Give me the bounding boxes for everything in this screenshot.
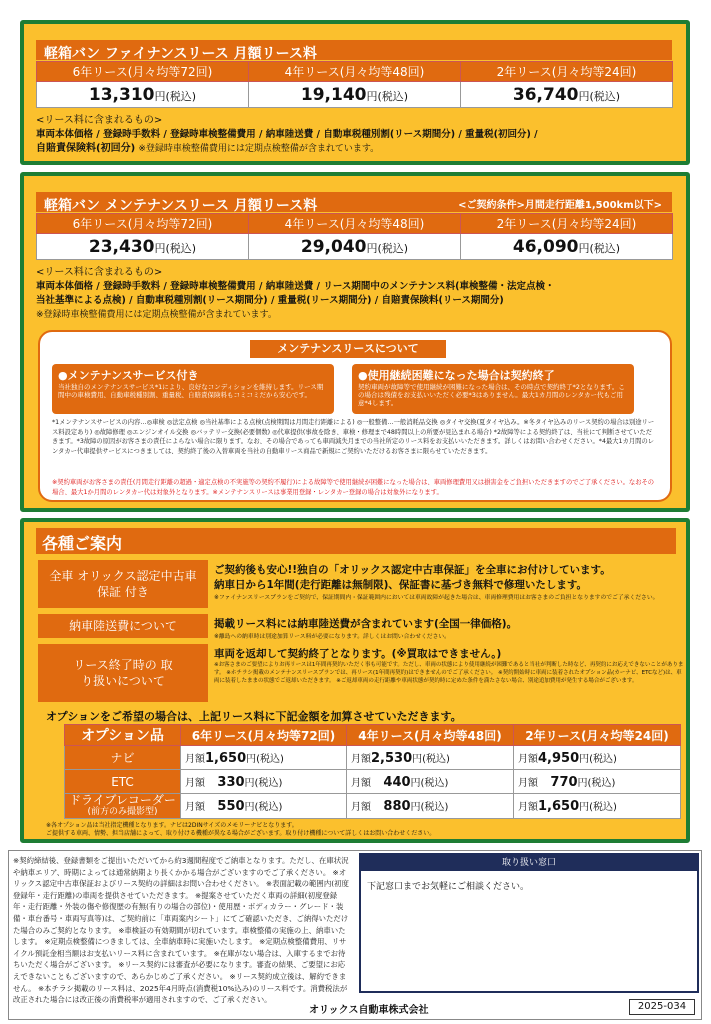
guide-panel <box>20 518 690 843</box>
option-row-etc <box>65 770 681 794</box>
option-row-drive-recorder <box>65 794 681 819</box>
maintenance-about-box <box>38 330 672 502</box>
guide-text-delivery <box>214 616 684 640</box>
maintenance-end-title: ●使用継続困難になった場合は契約終了 <box>358 369 555 382</box>
option-price: 月額 880円(税込) <box>347 794 514 819</box>
guide-title-text: 各種ご案内 <box>42 534 123 553</box>
option-price: 月額 440円(税込) <box>347 770 514 794</box>
maintenance-price-6y: 23,430円(税込) <box>37 234 249 260</box>
finance-included-line1: 車両本体価格 / 登録時手数料 / 登録時車検整備費用 / 納車陸送費 / 自動車税種別割(リース期間分) / 重量税(初回分) / <box>36 129 538 140</box>
option-table <box>64 724 681 819</box>
footer <box>8 850 702 1020</box>
maintenance-price-2y: 46,090円(税込) <box>461 234 673 260</box>
finance-title-text: 軽箱バン ファイナンスリース 月額リース料 <box>44 46 317 60</box>
contact-box <box>359 853 699 993</box>
maintenance-service-title: ●メンテナンスサービス付き <box>58 369 199 382</box>
finance-price-4y: 19,140円(税込) <box>249 82 461 108</box>
maintenance-price-table <box>36 213 673 260</box>
guide-warranty-note: ※ファイナンスリースプランをご契約で、保証期間内・保証範囲内においては車両故障が起きた場合は、車両修理費用はお客さまのご負担となりますのでご了承ください。 <box>214 595 659 601</box>
option-name-etc: ETC <box>65 770 181 794</box>
option-row-navi <box>65 746 681 770</box>
maintenance-condition: <ご契約条件>月間走行距離1,500km以下> <box>458 200 662 211</box>
option-intro: オプションをご希望の場合は、上記リース料に下記金額を加算させていただきます。 <box>46 710 462 723</box>
option-note-1b: ※各オプション品は当社指定機種となります。ナビは2DINサイズのメモリーナビとなります。 <box>46 822 298 829</box>
guide-delivery-note: ※離島への納車時は別途加算リース料が必要になります。詳しくはお問い合わせください。 <box>214 634 450 640</box>
guide-warranty-line2: 納車日から1年間(走行距離は無制限)、保証書に基づき無料で修理いたします。 <box>214 579 588 591</box>
option-price: 月額1,650円(税込) <box>514 794 681 819</box>
maintenance-warning: ※契約車両がお客さまの責任(月間走行距離の超過・適定点検の不実施等の契約不履行)による故障等で使用継続が困難になった場合は、車両修理費用又は損害金をご負担いただきますのでご了承ください。なおその場合、最大1か月間のレンタカー代は対象外となります。※メンテナンスリースは事業用登録・レンタカー登録の場合は対象外になります。 <box>52 479 655 496</box>
guide-end-line1: 車両を返却して契約終了となります。(※買取はできません。) <box>214 648 502 660</box>
option-header-4y: 4年リース(月々均等48回) <box>347 725 514 746</box>
maintenance-included-line2: 当社基準による点検) / 自動車税種別割(リース期間分) / 重量税(リース期間分) / 自賠責保険料(リース期間分) <box>36 295 504 306</box>
guide-label-delivery: 納車陸送費について <box>38 614 208 638</box>
guide-title <box>36 528 676 554</box>
maintenance-title-text: 軽箱バン メンテナンスリース 月額リース料 <box>44 198 318 212</box>
guide-text-end <box>214 646 684 685</box>
finance-included <box>36 114 676 156</box>
maintenance-included <box>36 266 676 322</box>
finance-lease-panel <box>20 20 690 165</box>
maintenance-end-desc: 契約車両が故障等で使用継続が困難になった場合は、その時点で契約終了*2となります。この場合は残債をお支払いいただく必要*3はありません。最大1カ月間のレンタカー代もご用意*4します。 <box>358 383 625 407</box>
maintenance-about-title: メンテナンスリースについて <box>250 340 446 358</box>
maintenance-lease-panel <box>20 172 690 512</box>
maintenance-header-4y: 4年リース(月々均等48回) <box>249 214 461 234</box>
finance-price-2y: 36,740円(税込) <box>461 82 673 108</box>
option-price: 月額 770円(税込) <box>514 770 681 794</box>
maintenance-service-box <box>52 364 334 414</box>
option-name-navi: ナビ <box>65 746 181 770</box>
maintenance-price-4y: 29,040円(税込) <box>249 234 461 260</box>
finance-header-4y: 4年リース(月々均等48回) <box>249 62 461 82</box>
option-price: 月額 330円(税込) <box>181 770 347 794</box>
finance-price-6y: 13,310円(税込) <box>37 82 249 108</box>
option-price: 月額4,950円(税込) <box>514 746 681 770</box>
maintenance-service-desc: 当社独自のメンテナンスサービス*1により、良好なコンディションを維持します。リース期間中の車検費用、自動車税種別割、重量税、自賠責保険料もコミコミだから安心です。 <box>58 383 324 399</box>
option-note-2: ご提供する車両、情勢、担当店舗によって、取り付ける機種が異なる場合がございます。取り付け機種について詳しくはお問い合わせください。 <box>46 830 436 837</box>
finance-title <box>36 40 672 60</box>
footer-terms: ※契約締結後、登録書類をご提出いただいてから約3週間程度でご納車となります。ただし、在庫状況や納車エリア、時期によっては通常納期より長くかかる場合がございますのでご了承ください。 ※オリックス認定中古車保証およびリース契約の詳細はお問い合わせください。 ※表面記載の範囲内(初度登録年・走行距離)の車両を提供させていただきます。 ※提案させていただく車両の詳細(初度登録年・走行距離・外装の傷や修復歴の有無(有りの場合の部位)・使用歴・ボディカラー・グレード・装備・車台番号・車両写真等)は、ご契約前に「車両案内シート」にてご確認いただき、ご納得いただけた場合のみご契約となります。 ※車検証の有効期間が切れています。車検整備の実施の上、納車いたします。 ※定期点検整備につきましては、全車納車時に実施いたします。 ※定期点検整備費用、リサイクル預託金相当額はお支払いリース料に含まれています。 ※在庫がない場合は、入庫するまでお待ちいただく場合がございます。 ※リース契約には審査が必要になります。審査の結果、ご要望にお応えできないこともございますので、あらかじめご了承ください。 ※リース契約成立後は、解約できません。 ※本チラシ掲載のリース料は、2025年4月時点(消費税10%込み)のリース料です。消費税法が改正された場合には改正後の消費税率が適用されますので、ご了承ください。 <box>13 856 349 1005</box>
option-header-item: オプション品 <box>65 725 181 746</box>
maintenance-included-note: ※登録時車検整備費用には定期点検整備が含まれています。 <box>36 310 277 320</box>
document-code: 2025-034 <box>629 999 695 1015</box>
guide-delivery-line1: 掲載リース料には納車陸送費が含まれています(全国一律価格)。 <box>214 618 518 630</box>
maintenance-end-box <box>352 364 634 414</box>
contact-text: 下記窓口までお気軽にご相談ください。 <box>367 882 530 892</box>
option-header-6y: 6年リース(月々均等72回) <box>181 725 347 746</box>
option-price: 月額2,530円(税込) <box>347 746 514 770</box>
guide-end-note: ※お客さまのご要望によりお再リースは1年間再契約いただく事も可能です。ただし、車両の状態により使用継続が困難であると当社が判断した時など、再契約にお応えできないことがあります。 ※ホチラシ掲載のメンテナンスリースプランでは、再リース(1年間再契約)はできませんのでご了承ください。 ※契約開始時に車両に装着されたオプション品(カーナビ、ETCなど)は、車両に装着したままの状態でご返却いただきます。 ※ご返却車両の走行距離や車両状態が契約時に定めた条件を満たさない場合、別途追加費用が発生する場合がございます。 <box>214 662 684 684</box>
finance-price-table <box>36 61 673 108</box>
company-name: オリックス自動車株式会社 <box>309 1005 429 1016</box>
maintenance-included-line1: 車両本体価格 / 登録時手数料 / 登録時車検整備費用 / 納車陸送費 / リース期間中のメンテナンス料(車検整備・法定点検・ <box>36 281 555 292</box>
option-name-drive-recorder: ドライブレコーダー (前方のみ撮影型) <box>65 794 181 819</box>
maintenance-header-6y: 6年リース(月々均等72回) <box>37 214 249 234</box>
option-notes <box>46 822 676 838</box>
option-price: 月額1,650円(税込) <box>181 746 347 770</box>
guide-label-end: リース終了時の 取り扱いについて <box>38 644 208 702</box>
finance-included-title: <リース料に含まれるもの> <box>36 115 163 126</box>
maintenance-header-2y: 2年リース(月々均等24回) <box>461 214 673 234</box>
maintenance-footnote: *1メンテナンスサービスの内容…◎車検 ◎法定点検 ◎当社基準による点検(点検期間は月間走行距離による) ◎一般整備…一般消耗品交換 ◎タイヤ交換(夏タイヤ込み。※冬タイヤ込みのリース契約の場合は別途リース料設定あり) ◎故障修理 ◎エンジンオイル交換 ◎バッテリー交換(必要個数) ◎代車提供(事故を除き、車検・修理まで48時間以上の所要が見込まれる場合) *2故障等による契約終了は、当社にて判断させていただきます。*3故障の原因がお客さまの責任によらない場合に限ります。なお、その場合であっても車両減失月までの当社所定のリース料をお支払いいただきます。詳しくはお問い合わせください。*4最大1カ月間のレンタカー代車提供サービスにつきましては、契約終了後の入替車両を当社の自動車リース商品で新規にご契約いただけるお客さまに限らせていただきます。 <box>52 419 655 455</box>
contact-title: 取り扱い窓口 <box>361 855 697 871</box>
option-header-2y: 2年リース(月々均等24回) <box>514 725 681 746</box>
guide-label-warranty: 全車 オリックス認定中古車保証 付き <box>38 560 208 608</box>
guide-text-warranty <box>214 562 684 601</box>
option-price: 月額 550円(税込) <box>181 794 347 819</box>
finance-included-line2-row: 自賠責保険料(初回分) ※登録時車検整備費用には定期点検整備が含まれています。 <box>36 143 380 154</box>
finance-header-6y: 6年リース(月々均等72回) <box>37 62 249 82</box>
maintenance-title <box>36 192 672 212</box>
guide-warranty-line1: ご契約後も安心!!独自の「オリックス認定中古車保証」を全車にお付けしています。 <box>214 564 611 576</box>
finance-header-2y: 2年リース(月々均等24回) <box>461 62 673 82</box>
maintenance-included-title: <リース料に含まれるもの> <box>36 267 163 278</box>
